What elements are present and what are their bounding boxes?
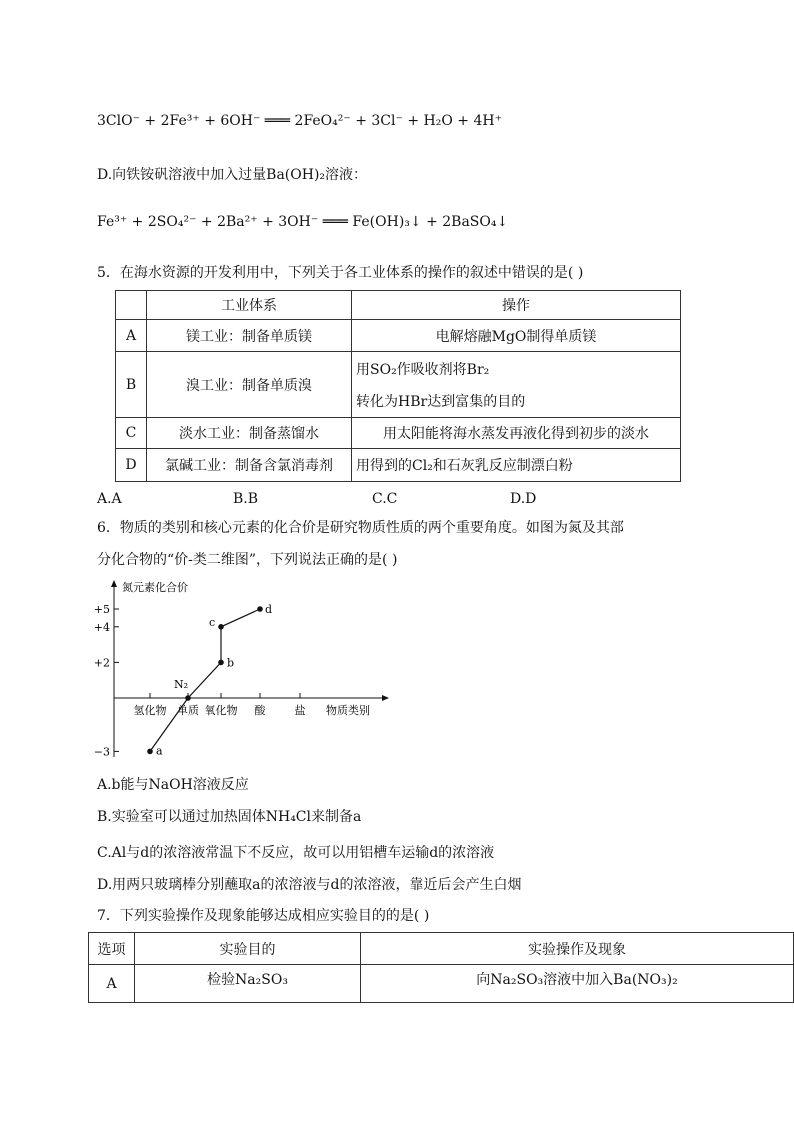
row-label: A [89, 965, 135, 1003]
q7-table [88, 932, 794, 1003]
q5-header-op: 操作 [352, 291, 681, 320]
q7-stem: 7．下列实验操作及现象能够达成相应实验目的的是( ) [97, 908, 430, 924]
option-d-text: D.向铁铵矾溶液中加入过量Ba(OH)₂溶液： [97, 167, 368, 183]
row-op: 向Na₂SO₃溶液中加入Ba(NO₃)₂ [361, 965, 794, 1003]
table-row [116, 449, 681, 482]
row-label: C [116, 418, 147, 449]
y-tick-label: −3 [93, 745, 110, 759]
x-tick-label: 氢化物 [133, 704, 167, 717]
valence-class-chart [90, 575, 400, 765]
y-tick-label: +2 [93, 656, 110, 670]
y-tick-label: +5 [93, 603, 110, 616]
q6-option-b: B.实验室可以通过加热固体NH₄Cl来制备a [97, 809, 362, 825]
row-op: 用得到的Cl₂和石灰乳反应制漂白粉 [352, 449, 681, 482]
point-label: d [265, 603, 273, 616]
point-c [218, 624, 224, 630]
table-row [89, 965, 794, 1003]
row-op: 电解熔融MgO制得单质镁 [352, 320, 681, 352]
q7-header-goal: 实验目的 [135, 933, 361, 965]
row-op-line1: 用SO₂作吸收剂将Br₂ [356, 361, 490, 378]
q6-stem-line2: 分化合物的“价-类二维图”，下列说法正确的是( ) [97, 552, 398, 568]
point-label: N₂ [174, 678, 189, 691]
table-row [116, 418, 681, 449]
q6-stem-line1: 6．物质的类别和核心元素的化合价是研究物质性质的两个重要角度。如图为氮及其部 [97, 520, 624, 536]
q5-header-blank [116, 291, 147, 320]
q5-option-d: D.D [510, 491, 537, 507]
row-op-line2: 转化为HBr达到富集的目的 [356, 393, 526, 410]
point-label: c [209, 615, 216, 629]
equation-top: 3ClO⁻ + 2Fe³⁺ + 6OH⁻ ═══ 2FeO₄²⁻ + 3Cl⁻ + H₂O + 4H⁺ [97, 113, 502, 129]
point-label: b [227, 656, 235, 670]
point-a [147, 749, 153, 755]
series-line [150, 609, 260, 751]
x-tick-label: 物质类别 [326, 704, 370, 717]
row-system: 镁工业：制备单质镁 [147, 320, 352, 352]
x-ticks [134, 693, 371, 717]
equation-d: Fe³⁺ + 2SO₄²⁻ + 2Ba²⁺ + 3OH⁻ ═══ Fe(OH)₃↓ + 2BaSO₄↓ [97, 214, 509, 230]
q6-option-a: A.b能与NaOH溶液反应 [97, 777, 249, 793]
y-ticks [94, 603, 119, 758]
row-label: D [116, 449, 147, 482]
x-tick-label: 单质 [177, 704, 199, 717]
x-tick-label: 氧化物 [204, 704, 238, 717]
q7-header-op: 实验操作及现象 [361, 933, 794, 965]
q5-table [115, 290, 681, 482]
row-system: 氯碱工业：制备含氯消毒剂 [147, 449, 352, 482]
q5-stem: 5．在海水资源的开发利用中，下列关于各工业体系的操作的叙述中错误的是( ) [97, 265, 584, 281]
y-axis-label: 氮元素化合价 [122, 581, 188, 594]
q5-option-a: A.A [97, 491, 122, 507]
row-op [352, 352, 681, 418]
table-row [116, 320, 681, 352]
row-system: 淡水工业：制备蒸馏水 [147, 418, 352, 449]
q5-header-system: 工业体系 [147, 291, 352, 320]
q6-option-d: D.用两只玻璃棒分别蘸取a的浓溶液与d的浓溶液，靠近后会产生白烟 [97, 877, 522, 893]
x-tick-label: 盐 [294, 704, 306, 717]
row-op: 用太阳能将海水蒸发再液化得到初步的淡水 [352, 418, 681, 449]
point-label: a [156, 744, 163, 758]
row-label: B [116, 352, 147, 418]
row-system: 溴工业：制备单质溴 [147, 352, 352, 418]
point-b [218, 660, 224, 666]
q5-option-b: B.B [233, 491, 259, 507]
q5-option-c: C.C [372, 491, 398, 507]
y-tick-label: +4 [93, 620, 110, 634]
table-row [116, 352, 681, 418]
data-points [147, 603, 272, 757]
q7-header-option: 选项 [89, 933, 135, 965]
point-N₂ [185, 695, 191, 701]
q6-option-c: C.Al与d的浓溶液常温下不反应，故可以用铝槽车运输d的浓溶液 [97, 845, 495, 861]
x-tick-label: 酸 [254, 704, 266, 717]
point-d [257, 606, 263, 612]
row-goal: 检验Na₂SO₃ [135, 965, 361, 1003]
row-label: A [116, 320, 147, 352]
